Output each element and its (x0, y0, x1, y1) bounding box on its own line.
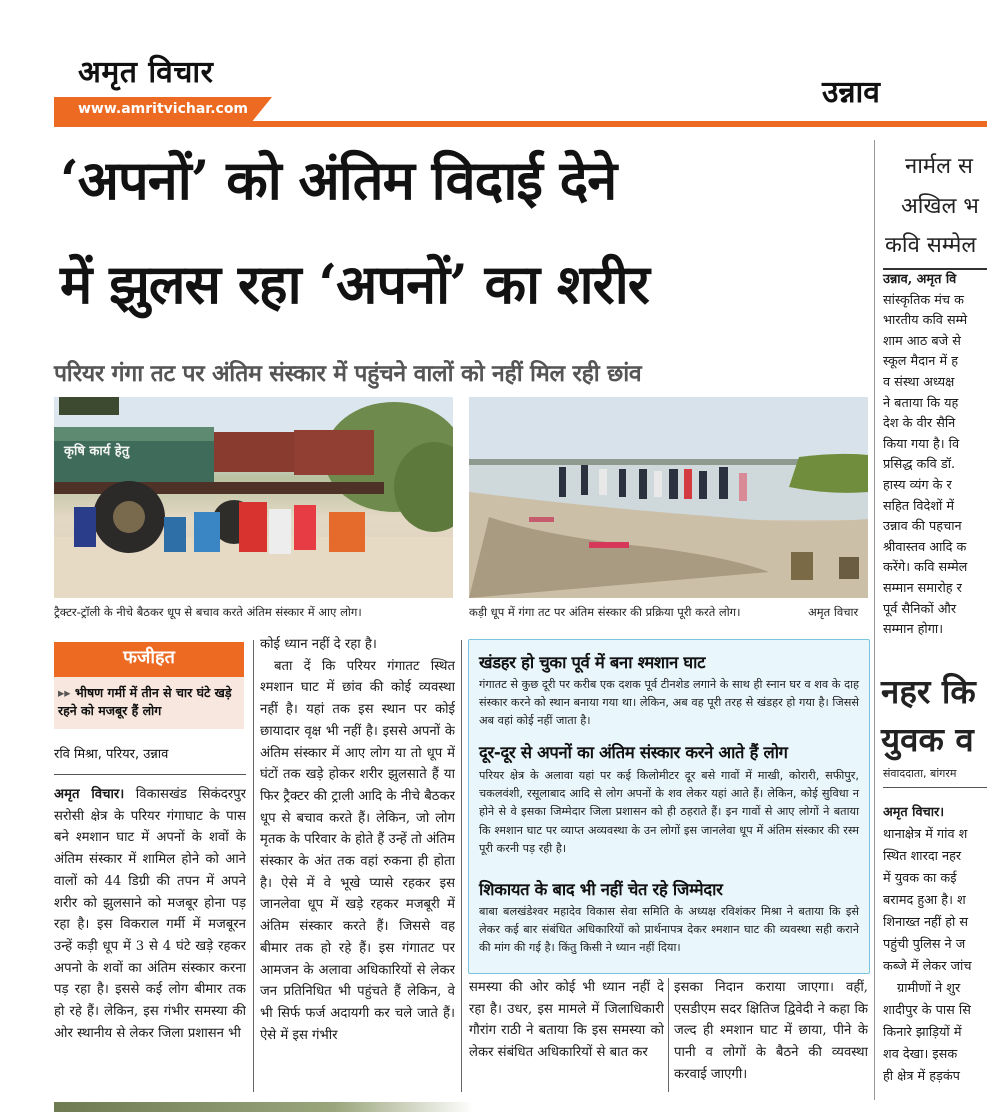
adjacent-byline: संवाददाता, बांगरम (883, 767, 957, 780)
adjacent-line: शव देखा। इसक (883, 1047, 958, 1062)
next-story-photo-edge (54, 1102, 987, 1112)
photo-ganga-ghat (469, 397, 868, 598)
adjacent-line: किया गया है। वि (883, 436, 960, 452)
left-photo-caption: ट्रैक्टर-ट्रॉली के नीचे बैठकर धूप से बचाव करते अंतिम संस्कार में आए लोग। (54, 605, 362, 619)
adjacent-line: में युवक का कई (883, 871, 957, 886)
ghat-scene-illustration (469, 397, 868, 598)
adjacent-line: करेंगे। कवि सम्मेल (883, 560, 968, 576)
sidebar-box (468, 639, 870, 974)
sidebar-paragraph-3: बाबा बलखंडेश्वर महादेव विकास सेवा समिति के अध्यक्ष रविशंकर मिश्रा ने बताया कि इसे लेकर कई बार संबंधित अधिकारियों को प्रार्थनापत्र देकर श्मशान घाट की व्यवस्था सही कराने की मांग की गई है। किंतु किसी ने ध्यान नहीं दिया। (479, 905, 859, 955)
adjacent-line: स्कूल मैदान में ह (883, 354, 958, 370)
adjacent-article-1 (883, 270, 987, 641)
kicker-label: फजीहत (54, 642, 244, 674)
article-column-1 (54, 784, 246, 1094)
adjacent-heading-c: कवि सम्मेल (885, 233, 977, 258)
adjacent-articles-strip (873, 140, 987, 1112)
article-column-2 (260, 634, 455, 1094)
adjacent-line: बरामद हुआ है। श (883, 893, 966, 908)
tractor-scene-illustration (54, 397, 453, 598)
adjacent-line: शिनाख्त नहीं हो स (883, 915, 969, 930)
edition-city: उन्नाव (822, 75, 880, 110)
adjacent-line: देश के वीर सैनि (883, 416, 956, 432)
right-photo-caption: कड़ी धूप में गंगा तट पर अंतिम संस्कार की प्रक्रिया पूरी करते लोग। (469, 605, 741, 619)
adjacent-line: भारतीय कवि सम्मे (883, 313, 968, 329)
article-column-2-lead: कोई ध्यान नहीं दे रहा है। (260, 637, 377, 652)
adjacent-line: अमृत विचार। (883, 805, 945, 820)
adjacent-line: व संस्था अध्यक्ष (883, 374, 955, 390)
adjacent-line: हास्य व्यंग के र (883, 477, 952, 493)
adjacent-line: प्रसिद्ध कवि डॉ. (883, 457, 956, 473)
website-url[interactable]: www.amritvichar.com (78, 101, 249, 117)
article-column-3: समस्या की ओर कोई भी ध्यान नहीं दे रहा है। उधर, इस मामले में जिलाधिकारी गौरांग राठी ने बताया कि इस समस्या को लेकर संबंधित अधिकारियों से बात कर (469, 980, 664, 1061)
kicker-summary (58, 684, 246, 720)
adjacent-line: उन्नाव, अमृत वि (883, 272, 957, 287)
dateline: अमृत विचार। (54, 787, 125, 802)
headline-line-1: ‘अपनों’ को अंतिम विदाई देने (60, 148, 617, 212)
adjacent-line: ही क्षेत्र में हड़कंप (883, 1069, 960, 1084)
adjacent-line: ने बताया कि यह (883, 395, 959, 411)
adjacent-line: शादीपुर के पास सि (883, 1003, 971, 1018)
adjacent-line: थानाक्षेत्र में गांव श (883, 827, 968, 842)
adjacent-headline-2 (881, 668, 976, 764)
newspaper-brand: अमृत विचार (78, 55, 214, 90)
adjacent-article-2 (883, 802, 987, 1088)
headline (60, 148, 870, 361)
adjacent-line: शाम आठ बजे से (883, 333, 961, 349)
adjacent-line: स्थित शारदा नहर (883, 849, 962, 864)
trolley-text: कृषि कार्य हेतु (64, 444, 130, 459)
sidebar-paragraph-1: गंगातट से कुछ दूरी पर करीब एक दशक पूर्व टीनशेड लगाने के साथ ही स्नान घर व शव के दाह संस्कार करने को स्थान बनाया गया था। लेकिन, अब वह पूरी तरह से खंडहर हो गया है। जिससे अब वहां कोई नहीं जाता है। (479, 678, 859, 728)
sidebar-heading-1: खंडहर हो चुका पूर्व में बना श्मशान घाट (479, 653, 706, 672)
headline-line-2: में झुलस रहा ‘अपनों’ का शरीर (60, 252, 649, 316)
adjacent-line: सहित विदेशों में (883, 498, 955, 514)
adjacent-line: सम्मान समारोह र (883, 580, 962, 596)
sidebar-paragraph-2: परियर क्षेत्र के अलावा यहां पर कई किलोमीटर दूर बसे गावों में माखी, कोरारी, सफीपुर, चकलवंशी, रसूलाबाद आदि से लोग अपनों के शव लेकर यहां आते हैं। लेकिन, कोई सुविधा न होने से वे इसका जिम्मेदार जिला प्रशासन को ही ठहराते हैं। इन गावों से आए लोगों ने बताया कि श्मशान घाट पर व्याप्त अव्यवस्था के उन लोगों इस जानलेवा धूप में अंतिम संस्कार की रस्म पूरी करनी पड़ रही है। (479, 769, 859, 855)
kicker-summary-text: भीषण गर्मी में तीन से चार घंटे खड़े रहने को मजबूर हैं लोग (58, 685, 232, 718)
photo-credit: अमृत विचार (808, 605, 859, 619)
column-divider-1 (253, 640, 254, 1092)
adjacent-line: पहुंची पुलिस ने ज (883, 937, 966, 952)
sidebar-heading-2: दूर-दूर से अपनों का अंतिम संस्कार करने आते हैं लोग (479, 743, 788, 762)
adjacent-headline-2-line-1: नहर कि (881, 672, 976, 711)
adjacent-line: सांस्कृतिक मंच क (883, 292, 964, 308)
masthead-rule (54, 121, 987, 127)
adjacent-line: उन्नाव की पहचान (883, 519, 962, 535)
adjacent-headline-2-line-2: युवक व (881, 720, 974, 759)
adjacent-heading-b: अखिल भ (901, 194, 979, 219)
column-divider-2 (461, 640, 462, 1092)
adjacent-byline-rule (883, 787, 987, 788)
adjacent-line: ग्रामीणों ने शुर (897, 981, 961, 996)
sidebar-heading-3: शिकायत के बाद भी नहीं चेत रहे जिम्मेदार (479, 880, 723, 899)
column-divider-3 (668, 978, 669, 1092)
article-column-1-text: विकासखंड सिकंदरपुर सरोसी क्षेत्र के परियर गंगाघाट के पास बने श्मशान घाट में अपनों के शवों के अंतिम संस्कार में शामिल होने को आने वालों को 44 डिग्री की तपन में अपने शरीर को झुलसाने को मजबूर होना पड़ रहा है। इस विकराल गर्मी में मजबूरन उन्हें कड़ी धूप में 3 से 4 घंटे खड़े रहकर अपनो के शवों का अंतिम संस्कार करना पड़ रहा है। इससे कई लोग बीमार तक हो रहे हैं। लेकिन, इस गंभीर समस्या की ओर स्थानीय से लेकर जिला प्रशासन भी (54, 787, 246, 1041)
adjacent-line: श्रीवास्तव आदि क (883, 539, 967, 555)
byline: रवि मिश्रा, परियर, उन्नाव (54, 747, 169, 762)
photo-tractor-trolley (54, 397, 453, 598)
article-column-2-text: बता दें कि परियर गंगातट स्थित श्मशान घाट में छांव की कोई व्यवस्था नहीं है। यहां तक इस स्थान पर कोई छायादार वृक्ष भी नहीं है। इससे अपनों के अंतिम संस्कार में आए लोग या तो धूप में घंटों तक खड़े होकर शरीर झुलसाते हैं या फिर ट्रैक्टर की ट्राली आदि के नीचे बैठकर धूप से बचाव करते हैं। लेकिन, जो लोग मृतक के परिवार के होते हैं उन्हें तो अंतिम संस्कार के अंत तक वहां रुकना ही होता है। ऐसे में वे भूखे प्यासे रहकर इस जानलेवा धूप में खड़े रहकर मजबूरी में अंतिम संस्कार करते हैं। जिससे वह बीमार तक हो रहे हैं। इस गंगातट पर आमजन के अलावा अधिकारियों से लेकर जन प्रतिनिधित भी पहुंचते हैं लेकिन, वे भी सिर्फ फर्ज अदायगी कर चले जाते हैं। ऐसे में इस गंभीर (260, 658, 455, 1043)
adjacent-line: पूर्व सैनिकों और (883, 601, 957, 617)
subheadline: परियर गंगा तट पर अंतिम संस्कार में पहुंचने वालों को नहीं मिल रही छांव (54, 361, 642, 387)
double-arrow-icon: ▸▸ (58, 685, 71, 700)
adjacent-line: कब्जे में लेकर जांच (883, 959, 972, 974)
adjacent-heading-a: नार्मल स (905, 154, 973, 179)
byline-rule (54, 774, 246, 775)
adjacent-line: सम्मान होगा। (883, 622, 944, 638)
adjacent-line: किनारे झाड़ियों में (883, 1025, 962, 1040)
article-column-4: इसका निदान कराया जाएगा। वहीं, एसडीएम सदर क्षितिज द्विवेदी ने कहा कि जल्द ही श्मशान घाट में छाया, पीने के पानी व लोगों के बैठने की व्यवस्था करवाई जाएगी। (674, 980, 868, 1082)
